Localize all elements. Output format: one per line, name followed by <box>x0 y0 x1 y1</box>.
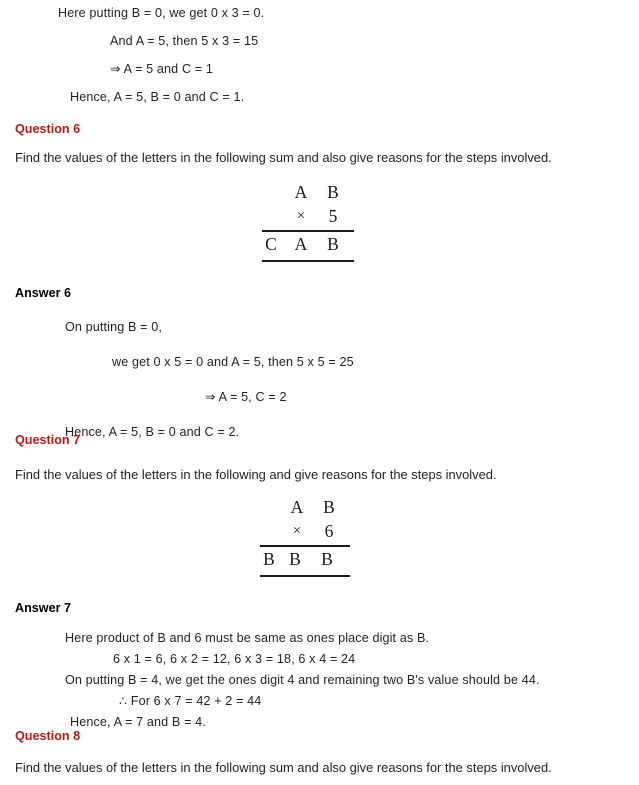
sum6-multiplicand-tens: A <box>294 182 308 202</box>
sum7-lower-rule <box>260 575 350 577</box>
sum7-multiplicand-tens: A <box>290 497 304 517</box>
sum7-product-ones: B <box>321 549 333 569</box>
answer-6-line-1: On putting B = 0, <box>65 320 163 334</box>
sum7-multiplier-row <box>260 519 350 543</box>
sum7-multiplicand-row <box>260 495 350 519</box>
q5-step-line-1: Here putting B = 0, we get 0 x 3 = 0. <box>58 6 265 20</box>
question-8-heading: Question 8 <box>15 729 81 743</box>
answer-6-line-4: Hence, A = 5, B = 0 and C = 2. <box>65 425 240 439</box>
multiply-operator-icon: × <box>296 208 306 224</box>
answer-7-line-4: ∴ For 6 x 7 = 42 + 2 = 44 <box>119 694 262 708</box>
question-6-heading: Question 6 <box>15 122 81 136</box>
q5-step-line-2: And A = 5, then 5 x 3 = 15 <box>110 34 259 48</box>
sum6-multiplicand-row <box>262 180 354 204</box>
answer-7-heading: Answer 7 <box>15 601 71 615</box>
sum7-product-tens: B <box>289 549 301 569</box>
sum6-lower-rule <box>262 260 354 262</box>
sum6-multiplier-row <box>262 204 354 228</box>
question-7-heading: Question 7 <box>15 433 81 447</box>
sum7-product-row <box>260 547 350 571</box>
sum6-product-hundreds: C <box>265 234 277 254</box>
sum6-multiplicand-ones: B <box>327 182 339 202</box>
answer-7-line-1: Here product of B and 6 must be same as ones place digit as B. <box>65 631 430 645</box>
sum6-product-tens: A <box>294 234 308 254</box>
question-6-prompt: Find the values of the letters in the following sum and also give reasons for the steps involved. <box>15 150 552 165</box>
answer-7-line-3: On putting B = 4, we get the ones digit 4 and remaining two B's value should be 44. <box>65 673 540 687</box>
sum7-multiplier: 6 <box>324 521 334 541</box>
multiply-operator-icon: × <box>292 523 302 539</box>
sum-block-question-6 <box>262 180 354 256</box>
sum-block-question-7 <box>260 495 350 571</box>
answer-6-line-3: ⇒ A = 5, C = 2 <box>205 390 287 404</box>
q5-step-line-4: Hence, A = 5, B = 0 and C = 1. <box>70 90 245 104</box>
sum7-multiplicand-ones: B <box>323 497 335 517</box>
sum6-product-row <box>262 232 354 256</box>
q5-step-line-3: ⇒ A = 5 and C = 1 <box>110 62 214 76</box>
sum7-product-hundreds: B <box>263 549 275 569</box>
sum6-product-ones: B <box>327 234 339 254</box>
sum6-multiplier: 5 <box>328 206 338 226</box>
question-8-prompt: Find the values of the letters in the following sum and also give reasons for the steps involved. <box>15 760 552 775</box>
question-7-prompt: Find the values of the letters in the following and give reasons for the steps involved. <box>15 467 497 482</box>
answer-7-line-2: 6 x 1 = 6, 6 x 2 = 12, 6 x 3 = 18, 6 x 4 = 24 <box>113 652 356 666</box>
answer-6-heading: Answer 6 <box>15 286 71 300</box>
answer-6-line-2: we get 0 x 5 = 0 and A = 5, then 5 x 5 = 25 <box>112 355 354 369</box>
answer-7-line-5: Hence, A = 7 and B = 4. <box>70 715 206 729</box>
